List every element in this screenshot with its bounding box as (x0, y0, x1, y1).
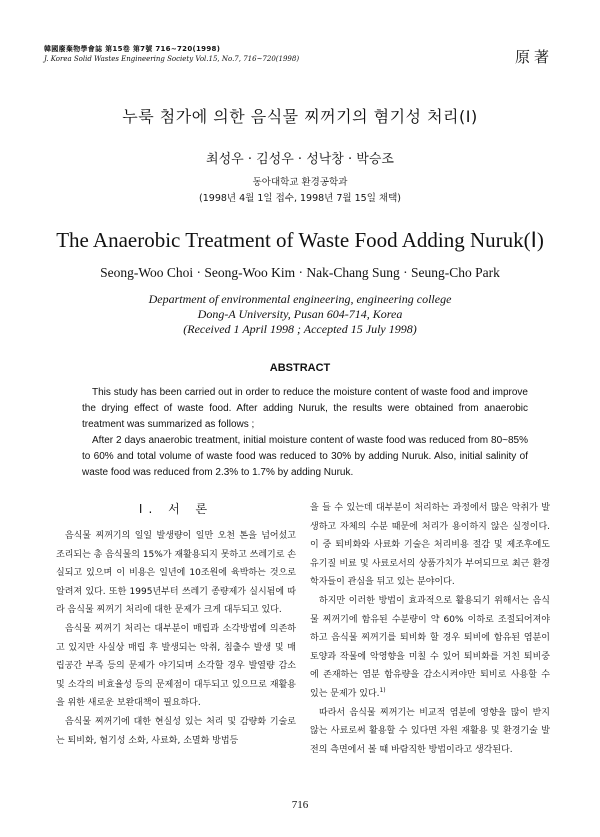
page-number: 716 (291, 799, 309, 811)
body-paragraph-text: 하지만 이러한 방법이 효과적으로 활용되기 위해서는 음식물 찌꺼기에 함유된 수분량이 약 60% 이하로 조절되어져야 하고 음식물 찌꺼기를 퇴비화 할 경우 퇴비에 함유된 염분이 토양과 작물에 악영향을 미칠 수 있어 퇴비화를 거친 퇴비중에 존재하는 염분 함유량을 감소시켜야만 퇴비로 사용할 수 있는 문제가 있다. (310, 595, 550, 699)
abstract-body (82, 385, 528, 481)
affiliation-university: Dong-A University, Pusan 604-714, Korea (197, 307, 403, 321)
body-paragraph: 음식물 찌꺼기의 일일 발생량이 일만 오천 톤을 넘어섰고 조리되는 총 음식물의 15%가 재활용되지 못하고 쓰레기로 손실되고 있으며 이 비용은 일년에 10조원에 육박하는 것으로 알려져 있다. 또한 1995년부터 쓰레기 종량제가 실시됨에 따라 음식물 찌꺼기 처리에 대한 문제가 크게 대두되고 있다. (56, 531, 296, 616)
affiliation-department: Department of environmental engineering, engineering college (148, 292, 452, 306)
title-korean: 누룩 첨가에 의한 음식물 찌꺼기의 혐기성 처리(Ⅰ) (122, 107, 478, 126)
article-type-tag: 原著 (514, 48, 553, 66)
received-accepted-dates: (Received 1 April 1998 ; Accepted 15 July 1998) (183, 322, 417, 336)
abstract-paragraph: This study has been carried out in order to reduce the moisture content of waste food and improve the drying effect of waste food. After adding Nuruk, the results were obtained from anaerobic treatment was summarized as follows ; (82, 387, 528, 430)
footnote-reference: 1) (379, 686, 386, 694)
journal-name-en: J. Korea Solid Wastes Engineering Society Vol.15, No.7, 716~720(1998) (44, 55, 300, 63)
body-column-left (56, 500, 296, 750)
body-paragraph-continued: 을 들 수 있는데 대부분이 처리하는 과정에서 많은 악취가 발생하고 자체의 수분 때문에 처리가 용이하지 않은 실정이다. 이 중 퇴비화와 사료화 기술은 처리비용 절감 및 제조후에도 유기질 비료 및 사료로서의 상품가치가 부여되므로 최근 환경학자들이 관심을 뒤고 있는 분야이다. (310, 503, 550, 588)
affiliation-korean: 동아대학교 환경공학과 (252, 177, 348, 188)
body-column-right (310, 499, 550, 759)
journal-header (44, 44, 299, 64)
affiliation-english (0, 292, 600, 337)
section-heading-introduction: Ⅰ. 서 론 (138, 502, 214, 516)
abstract-paragraph: After 2 days anaerobic treatment, initial moisture content of waste food was reduced from 80~85% to 60% and total volume of waste food was reduced to 30% by adding Nuruk. Also, initial salinity of waste food was reduced from 2.3% to 1.7% by adding Nuruk. (82, 435, 528, 478)
body-paragraph: 따라서 음식물 찌꺼기는 비교적 염분에 영향을 많이 받지 않는 사료로써 활용할 수 있다면 자원 재활용 및 환경기술 발전의 측면에서 볼 때 바람직한 방법이라고 생각된다. (310, 707, 550, 755)
body-paragraph (310, 592, 550, 704)
received-date-korean: (1998년 4월 1일 접수, 1998년 7월 15일 채택) (199, 193, 401, 204)
abstract-heading: ABSTRACT (269, 362, 331, 374)
authors-korean: 최성우 · 김성우 · 성낙창 · 박승조 (206, 152, 394, 167)
body-paragraph: 음식물 찌꺼기 처리는 대부분이 매립과 소각방법에 의존하고 있지만 사실상 매립 후 발생되는 악취, 침출수 발생 및 매립공간 부족 등의 문제가 야기되며 소각할 경우 발열량 감소 및 소각의 비효율성 등의 문제점이 대두되고 있으므로 재활용을 위한 새로운 보완대책이 필요하다. (56, 623, 296, 709)
journal-name-kr: 韓國廢棄物學會誌 第15卷 第7號 716~720(1998) (44, 45, 221, 53)
body-paragraph: 음식물 찌꺼기에 대한 현실성 있는 처리 및 감량화 기술로는 퇴비화, 혐기성 소화, 사료화, 소멸화 방법등 (56, 716, 296, 746)
authors-english: Seong-Woo Choi · Seong-Woo Kim · Nak-Chang Sung · Seung-Cho Park (100, 265, 500, 280)
title-english: The Anaerobic Treatment of Waste Food Adding Nuruk(Ⅰ) (56, 228, 544, 252)
